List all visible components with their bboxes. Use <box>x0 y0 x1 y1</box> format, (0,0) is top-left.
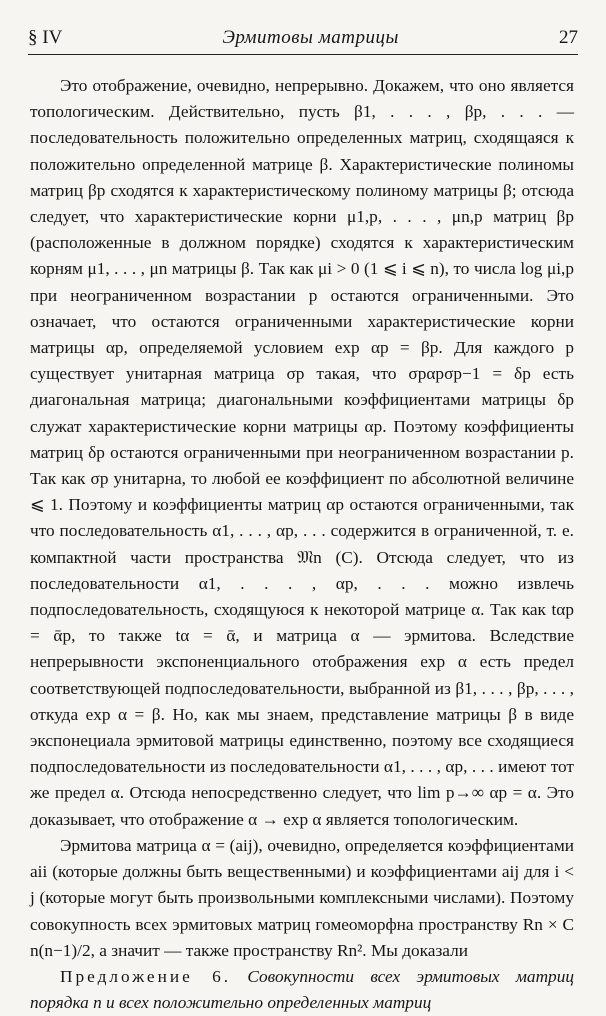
running-title: Эрмитовы матрицы <box>222 27 399 48</box>
header-rule <box>28 54 578 55</box>
paragraph-proof: Это отображение, очевидно, непрерывно. Докажем, что оно является топологическим. Действительно, пусть β1, . . . , βp, . . . — последовательность положительно определенных матриц, сходящаяся к положительно определенной матрице β. Характеристические полиномы матриц βp сходятся к характеристическому полиному матрицы β; отсюда следует, что характеристические корни μ1,p, . . . , μn,p матриц βp (расположенные в должном порядке) сходятся к характеристическим корням μ1, . . . , μn матрицы β. Так как μi > 0 (1 ⩽ i ⩽ n), то числа log μi,p при неограниченном возрастании p остаются ограниченными. Это означает, что остаются ограниченными характеристические корни матрицы αp, определяемой условием exp αp = βp. Для каждого p существует унитарная матрица σp такая, что σpαpσp−1 = δp есть диагональная матрица; диагональными коэффициентами матрицы δp служат характеристические корни матрицы αp. Поэтому коэффициенты матриц δp остаются ограниченными при неограниченном возрастании p. Так как σp унитарна, то любой ее коэффициент по абсолютной величине ⩽ 1. Поэтому и коэффициенты матриц αp остаются ограниченными, так что последовательность α1, . . . , αp, . . . содержится в ограниченной, т. е. компактной части пространства 𝔐n (C). Отсюда следует, что из последовательности α1, . . . , αp, . . . можно извлечь подпоследовательность, сходящуюся к некоторой матрице α. Так как tαp = ᾱp, то также tα = ᾱ, и матрица α — эрмитова. Вследствие непрерывности экспоненциального отображения exp α есть предел соответствующей подпоследовательности, выбранной из β1, . . . , βp, . . . , откуда exp α = β. Но, как мы знаем, представление матрицы β в виде экспонециала эрмитовой матрицы единственно, поэтому все сходящиеся подпоследовательности из последовательности α1, . . . , αp, . . . имеют тот же предел α. Отсюда непосредственно следует, что lim p→∞ αp = α. Это доказывает, что отображение α → exp α является топологическим. <box>30 76 574 829</box>
page-number: 27 <box>558 27 578 48</box>
proposition <box>30 964 574 1016</box>
section-label: § IV <box>28 27 63 48</box>
body-text <box>30 73 574 1016</box>
proposition-label: Предложение 6. <box>60 966 232 986</box>
paragraph-hermitian: Эрмитова матрица α = (aij), очевидно, определяется коэффициентами aii (которые должны быть вещественными) и коэффициентами aij для i < j (которые могут быть произвольными комплексными числами). Поэтому совокупность всех эрмитовых матриц гомеоморфна пространству Rn × C n(n−1)/2, а значит — также пространству Rn². Мы доказали <box>30 835 574 960</box>
proposition-text: Совокупности всех эрмитовых матриц порядка n и всех положительно определенных матриц <box>30 966 574 1013</box>
running-header <box>28 27 578 49</box>
